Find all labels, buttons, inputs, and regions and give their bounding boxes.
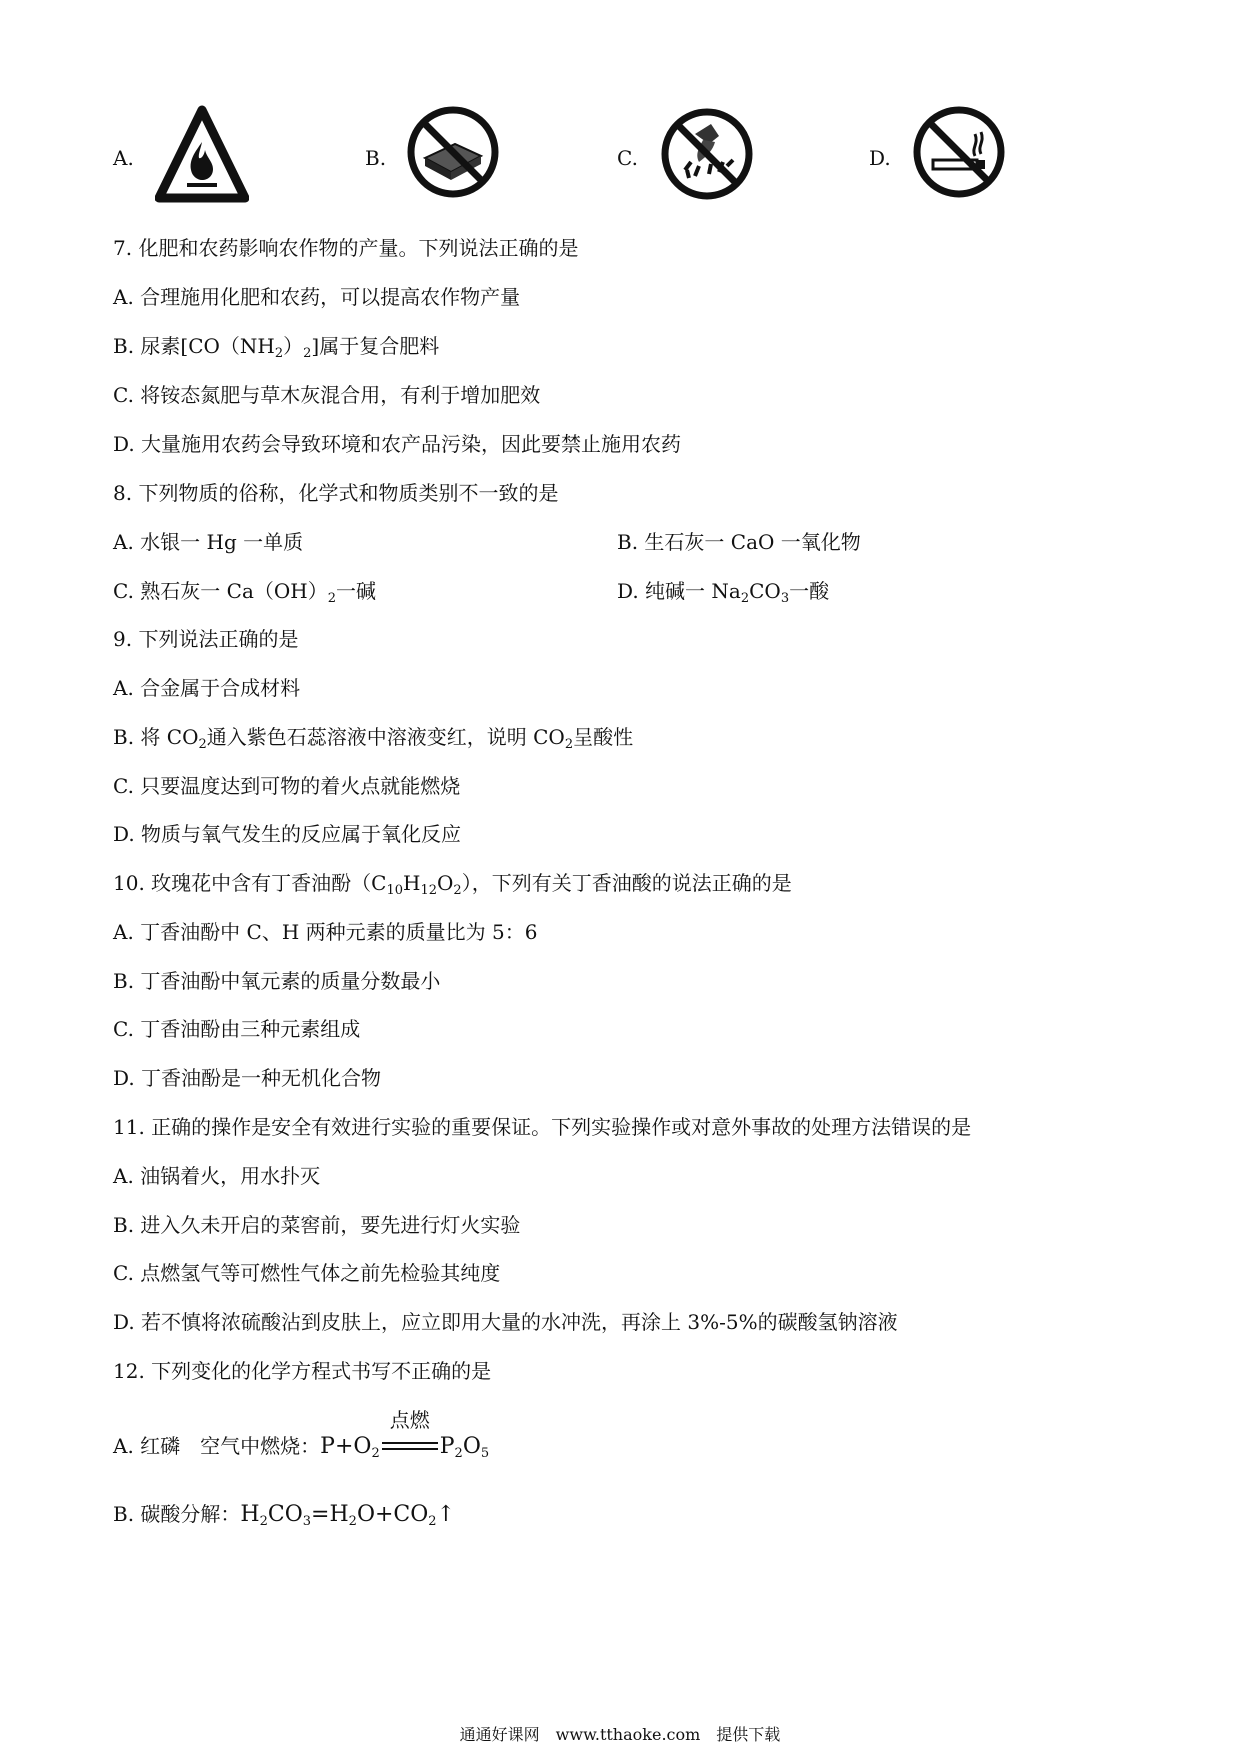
reaction-condition-equals <box>380 1408 440 1460</box>
q11-option-c: C. 点燃氢气等可燃性气体之前先检验其纯度 <box>113 1261 501 1285</box>
question-12-stem: 12. 下列变化的化学方程式书写不正确的是 <box>113 1359 492 1383</box>
question-9-stem: 9. 下列说法正确的是 <box>113 627 299 651</box>
q9-option-a: A. 合金属于合成材料 <box>113 676 301 700</box>
q9-option-c: C. 只要温度达到可物的着火点就能燃烧 <box>113 774 461 798</box>
q12-option-b: B. 碳酸分解：$H_2CO_3=H_2O+CO_2↑$ <box>113 1502 456 1529</box>
q8-option-c: C. 熟石灰一 $Ca(OH)_2$一碱 <box>113 579 377 606</box>
q7-option-c: C. 将铵态氮肥与草木灰混合用，有利于增加肥效 <box>113 383 541 407</box>
question-7-stem: 7. 化肥和农药影响农作物的产量。下列说法正确的是 <box>113 236 579 260</box>
q11-option-b: B. 进入久未开启的菜窖前，要先进行灯火实验 <box>113 1213 521 1237</box>
option-letter: D. <box>869 146 891 170</box>
q10-option-b: B. 丁香油酚中氧元素的质量分数最小 <box>113 969 441 993</box>
q12-option-a: A. 红磷 空气中燃烧：$P+O_2$ 点燃 $P_2O_5$ <box>113 1408 490 1461</box>
no-smoking-icon <box>911 104 1007 200</box>
q11-option-a: A. 油锅着火，用水扑灭 <box>113 1164 321 1188</box>
q9-option-d: D. 物质与氧气发生的反应属于氧化反应 <box>113 822 462 846</box>
option-letter: B. <box>365 146 387 170</box>
q7-option-a: A. 合理施用化肥和农药，可以提高农作物产量 <box>113 285 521 309</box>
q9-option-b: B. 将 $CO_2$通入紫色石蕊溶液中溶液变红，说明 $CO_2$呈酸性 <box>113 725 634 752</box>
q8-option-a: A. 水银一 Hg 一单质 <box>113 530 304 554</box>
question-10-stem: 10. 玫瑰花中含有丁香油酚$(C_{10}H_{12}O_2)$，下列有关丁香油酸的说法正确的是 <box>113 871 792 898</box>
q10-option-c: C. 丁香油酚由三种元素组成 <box>113 1017 361 1041</box>
option-letter: C. <box>617 146 638 170</box>
no-fireworks-icon <box>405 104 501 200</box>
option-letter: A. <box>113 146 134 170</box>
q10-option-d: D. 丁香油酚是一种无机化合物 <box>113 1066 382 1090</box>
question-11-stem: 11. 正确的操作是安全有效进行实验的重要保证。下列实验操作或对意外事故的处理方法错误的是 <box>113 1115 972 1139</box>
flammable-warning-icon <box>155 104 249 204</box>
q7-option-d: D. 大量施用农药会导致环境和农产品污染，因此要禁止施用农药 <box>113 432 682 456</box>
q7-option-b: B. 尿素$[CO(NH_2)_2]$属于复合肥料 <box>113 334 440 361</box>
reaction-condition: 点燃 <box>389 1408 430 1432</box>
q6-sign-options <box>0 104 1240 214</box>
q8-option-b: B. 生石灰一 CaO 一氧化物 <box>617 530 861 554</box>
question-8-stem: 8. 下列物质的俗称，化学式和物质类别不一致的是 <box>113 481 559 505</box>
q8-option-d: D. 纯碱一 $Na_2CO_3$一酸 <box>617 579 830 606</box>
footer-credit: 通通好课网 www.tthaoke.com 提供下载 <box>459 1725 781 1744</box>
q10-option-a: A. 丁香油酚中 C、H 两种元素的质量比为 5：6 <box>113 920 538 944</box>
gas-arrow: ↑ <box>436 1502 456 1527</box>
q11-option-d: D. 若不慎将浓硫酸沾到皮肤上，应立即用大量的水冲洗，再涂上 3%-5%的碳酸氢钠溶液 <box>113 1310 898 1334</box>
no-burning-icon <box>659 104 755 204</box>
